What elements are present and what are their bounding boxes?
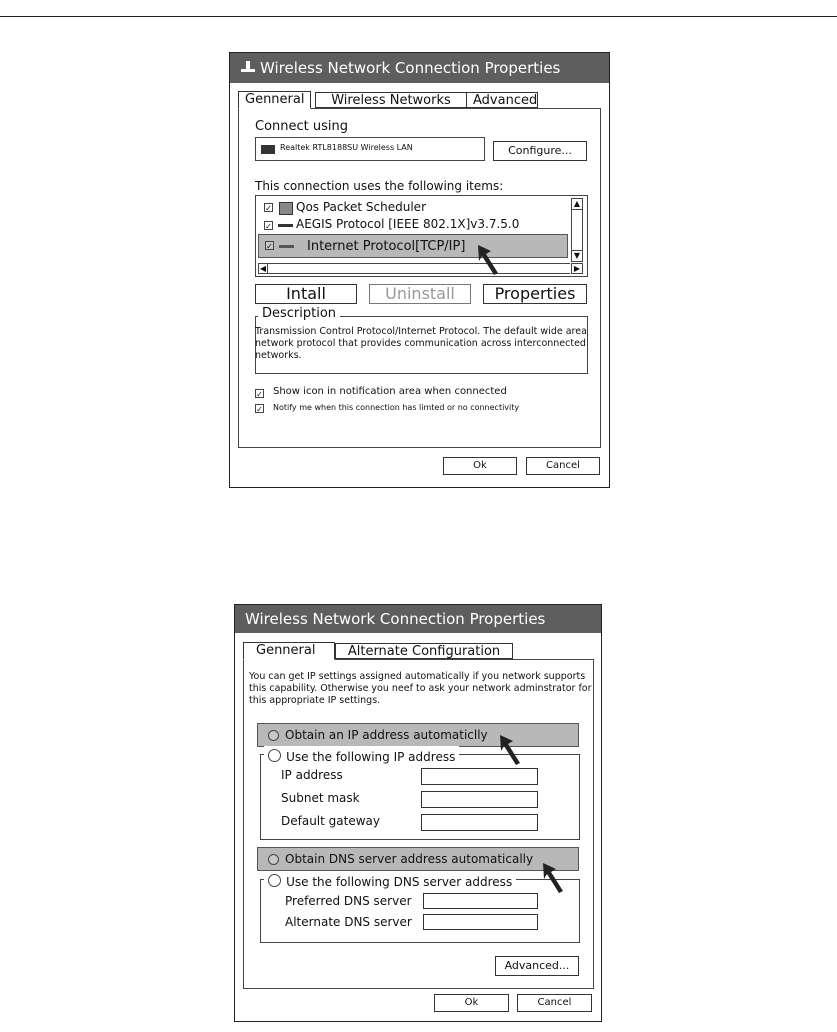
obtain-ip-label: Obtain an IP address automaticlly bbox=[285, 728, 488, 742]
preferred-dns-input[interactable] bbox=[423, 893, 538, 909]
dialog-title: Wireless Network Connection Properties bbox=[245, 610, 546, 628]
cancel-button[interactable]: Cancel bbox=[526, 457, 600, 475]
use-ip-option[interactable] bbox=[264, 746, 459, 762]
uninstall-button[interactable]: Uninstall bbox=[369, 284, 471, 304]
ok-button[interactable]: Ok bbox=[434, 994, 509, 1012]
item-checkbox[interactable]: ✓ bbox=[265, 222, 272, 231]
scroll-up-button[interactable]: ▲ bbox=[571, 198, 583, 210]
connect-using-label: Connect using bbox=[255, 119, 348, 134]
pointer-arrow-icon bbox=[476, 243, 502, 277]
description-legend: Description bbox=[258, 306, 340, 321]
item-checkbox[interactable]: ✓ bbox=[265, 204, 272, 213]
adapter-name: Realtek RTL8188SU Wireless LAN bbox=[280, 143, 413, 152]
show-icon-checkbox[interactable]: ✓ bbox=[256, 390, 263, 399]
tab-general[interactable]: Genneral bbox=[243, 642, 335, 660]
obtain-ip-option[interactable] bbox=[257, 723, 579, 747]
dialog-title: Wireless Network Connection Properties bbox=[260, 59, 561, 77]
default-gateway-label: Default gateway bbox=[281, 814, 380, 828]
obtain-dns-option[interactable] bbox=[257, 847, 579, 871]
scroll-left-button[interactable]: ◀ bbox=[259, 264, 267, 273]
scroll-right-button[interactable]: ▶ bbox=[571, 263, 583, 274]
preferred-dns-label: Preferred DNS server bbox=[285, 894, 412, 908]
tab-alternate-configuration[interactable]: Alternate Configuration bbox=[335, 643, 513, 659]
protocol-icon bbox=[279, 245, 294, 248]
page-rule bbox=[0, 16, 837, 17]
intro-text: You can get IP settings assigned automatically if you network supports this capability. Otherwise you neef to ask your network adminstrator for this appropriate IP settings. bbox=[249, 671, 592, 706]
tab-advanced[interactable]: Advanced bbox=[466, 92, 538, 108]
subnet-mask-input[interactable] bbox=[421, 791, 538, 808]
scroll-down-button[interactable]: ▼ bbox=[571, 250, 583, 262]
tab-wireless-networks[interactable]: Wireless Networks bbox=[315, 92, 467, 108]
alternate-dns-input[interactable] bbox=[423, 914, 538, 930]
cancel-button[interactable]: Cancel bbox=[517, 994, 592, 1012]
ip-address-input[interactable] bbox=[421, 768, 538, 785]
item-checkbox[interactable]: ✓ bbox=[266, 242, 273, 251]
items-list bbox=[255, 195, 588, 277]
default-gateway-input[interactable] bbox=[421, 814, 538, 831]
obtain-dns-label: Obtain DNS server address automatically bbox=[285, 852, 534, 866]
static-ip-group bbox=[260, 754, 580, 840]
list-item-selected[interactable] bbox=[258, 234, 568, 258]
protocol-icon bbox=[278, 224, 293, 227]
use-ip-radio[interactable] bbox=[268, 749, 281, 762]
item-label: Qos Packet Scheduler bbox=[296, 200, 427, 214]
wireless-properties-dialog bbox=[229, 52, 610, 488]
description-text: Transmission Control Protocol/Internet Protocol. The default wide area network protocol that provides communication across interconnected networks. bbox=[255, 326, 587, 361]
adapter-icon bbox=[261, 145, 275, 154]
item-label: AEGIS Protocol [IEEE 802.1X]v3.7.5.0 bbox=[296, 217, 520, 231]
dialog-title-bar[interactable] bbox=[230, 53, 609, 83]
network-icon bbox=[240, 60, 256, 74]
use-ip-label: Use the following IP address bbox=[286, 750, 456, 764]
item-label: Internet Protocol[TCP/IP] bbox=[307, 239, 466, 254]
configure-button[interactable]: Configure... bbox=[493, 141, 587, 161]
ip-address-label: IP address bbox=[281, 768, 343, 782]
adapter-field bbox=[255, 137, 485, 161]
install-button[interactable]: Intall bbox=[255, 284, 357, 304]
properties-button[interactable]: Properties bbox=[483, 284, 587, 304]
pointer-arrow-icon bbox=[541, 861, 567, 895]
items-label: This connection uses the following items: bbox=[255, 179, 504, 193]
horizontal-scroll-track[interactable] bbox=[268, 263, 570, 274]
use-dns-option[interactable] bbox=[264, 871, 516, 887]
description-group bbox=[255, 316, 588, 374]
tcpip-properties-dialog bbox=[234, 604, 602, 1022]
tab-general[interactable]: Genneral bbox=[238, 91, 311, 109]
obtain-dns-radio[interactable] bbox=[268, 854, 279, 865]
dialog-title-bar[interactable] bbox=[235, 605, 601, 633]
advanced-button[interactable]: Advanced... bbox=[495, 956, 579, 976]
alternate-dns-label: Alternate DNS server bbox=[285, 915, 412, 929]
obtain-ip-radio[interactable] bbox=[268, 730, 279, 741]
use-dns-label: Use the following DNS server address bbox=[286, 875, 513, 889]
use-dns-radio[interactable] bbox=[268, 874, 281, 887]
pointer-arrow-icon bbox=[498, 733, 524, 767]
notify-checkbox[interactable]: ✓ bbox=[256, 405, 263, 414]
subnet-mask-label: Subnet mask bbox=[281, 791, 360, 805]
vertical-scroll-track[interactable] bbox=[571, 210, 583, 250]
ok-button[interactable]: Ok bbox=[443, 457, 517, 475]
notify-label: Notify me when this connection has limted or no connectivity bbox=[273, 403, 520, 412]
scheduler-icon bbox=[279, 202, 293, 215]
show-icon-label: Show icon in notification area when connected bbox=[273, 386, 507, 397]
